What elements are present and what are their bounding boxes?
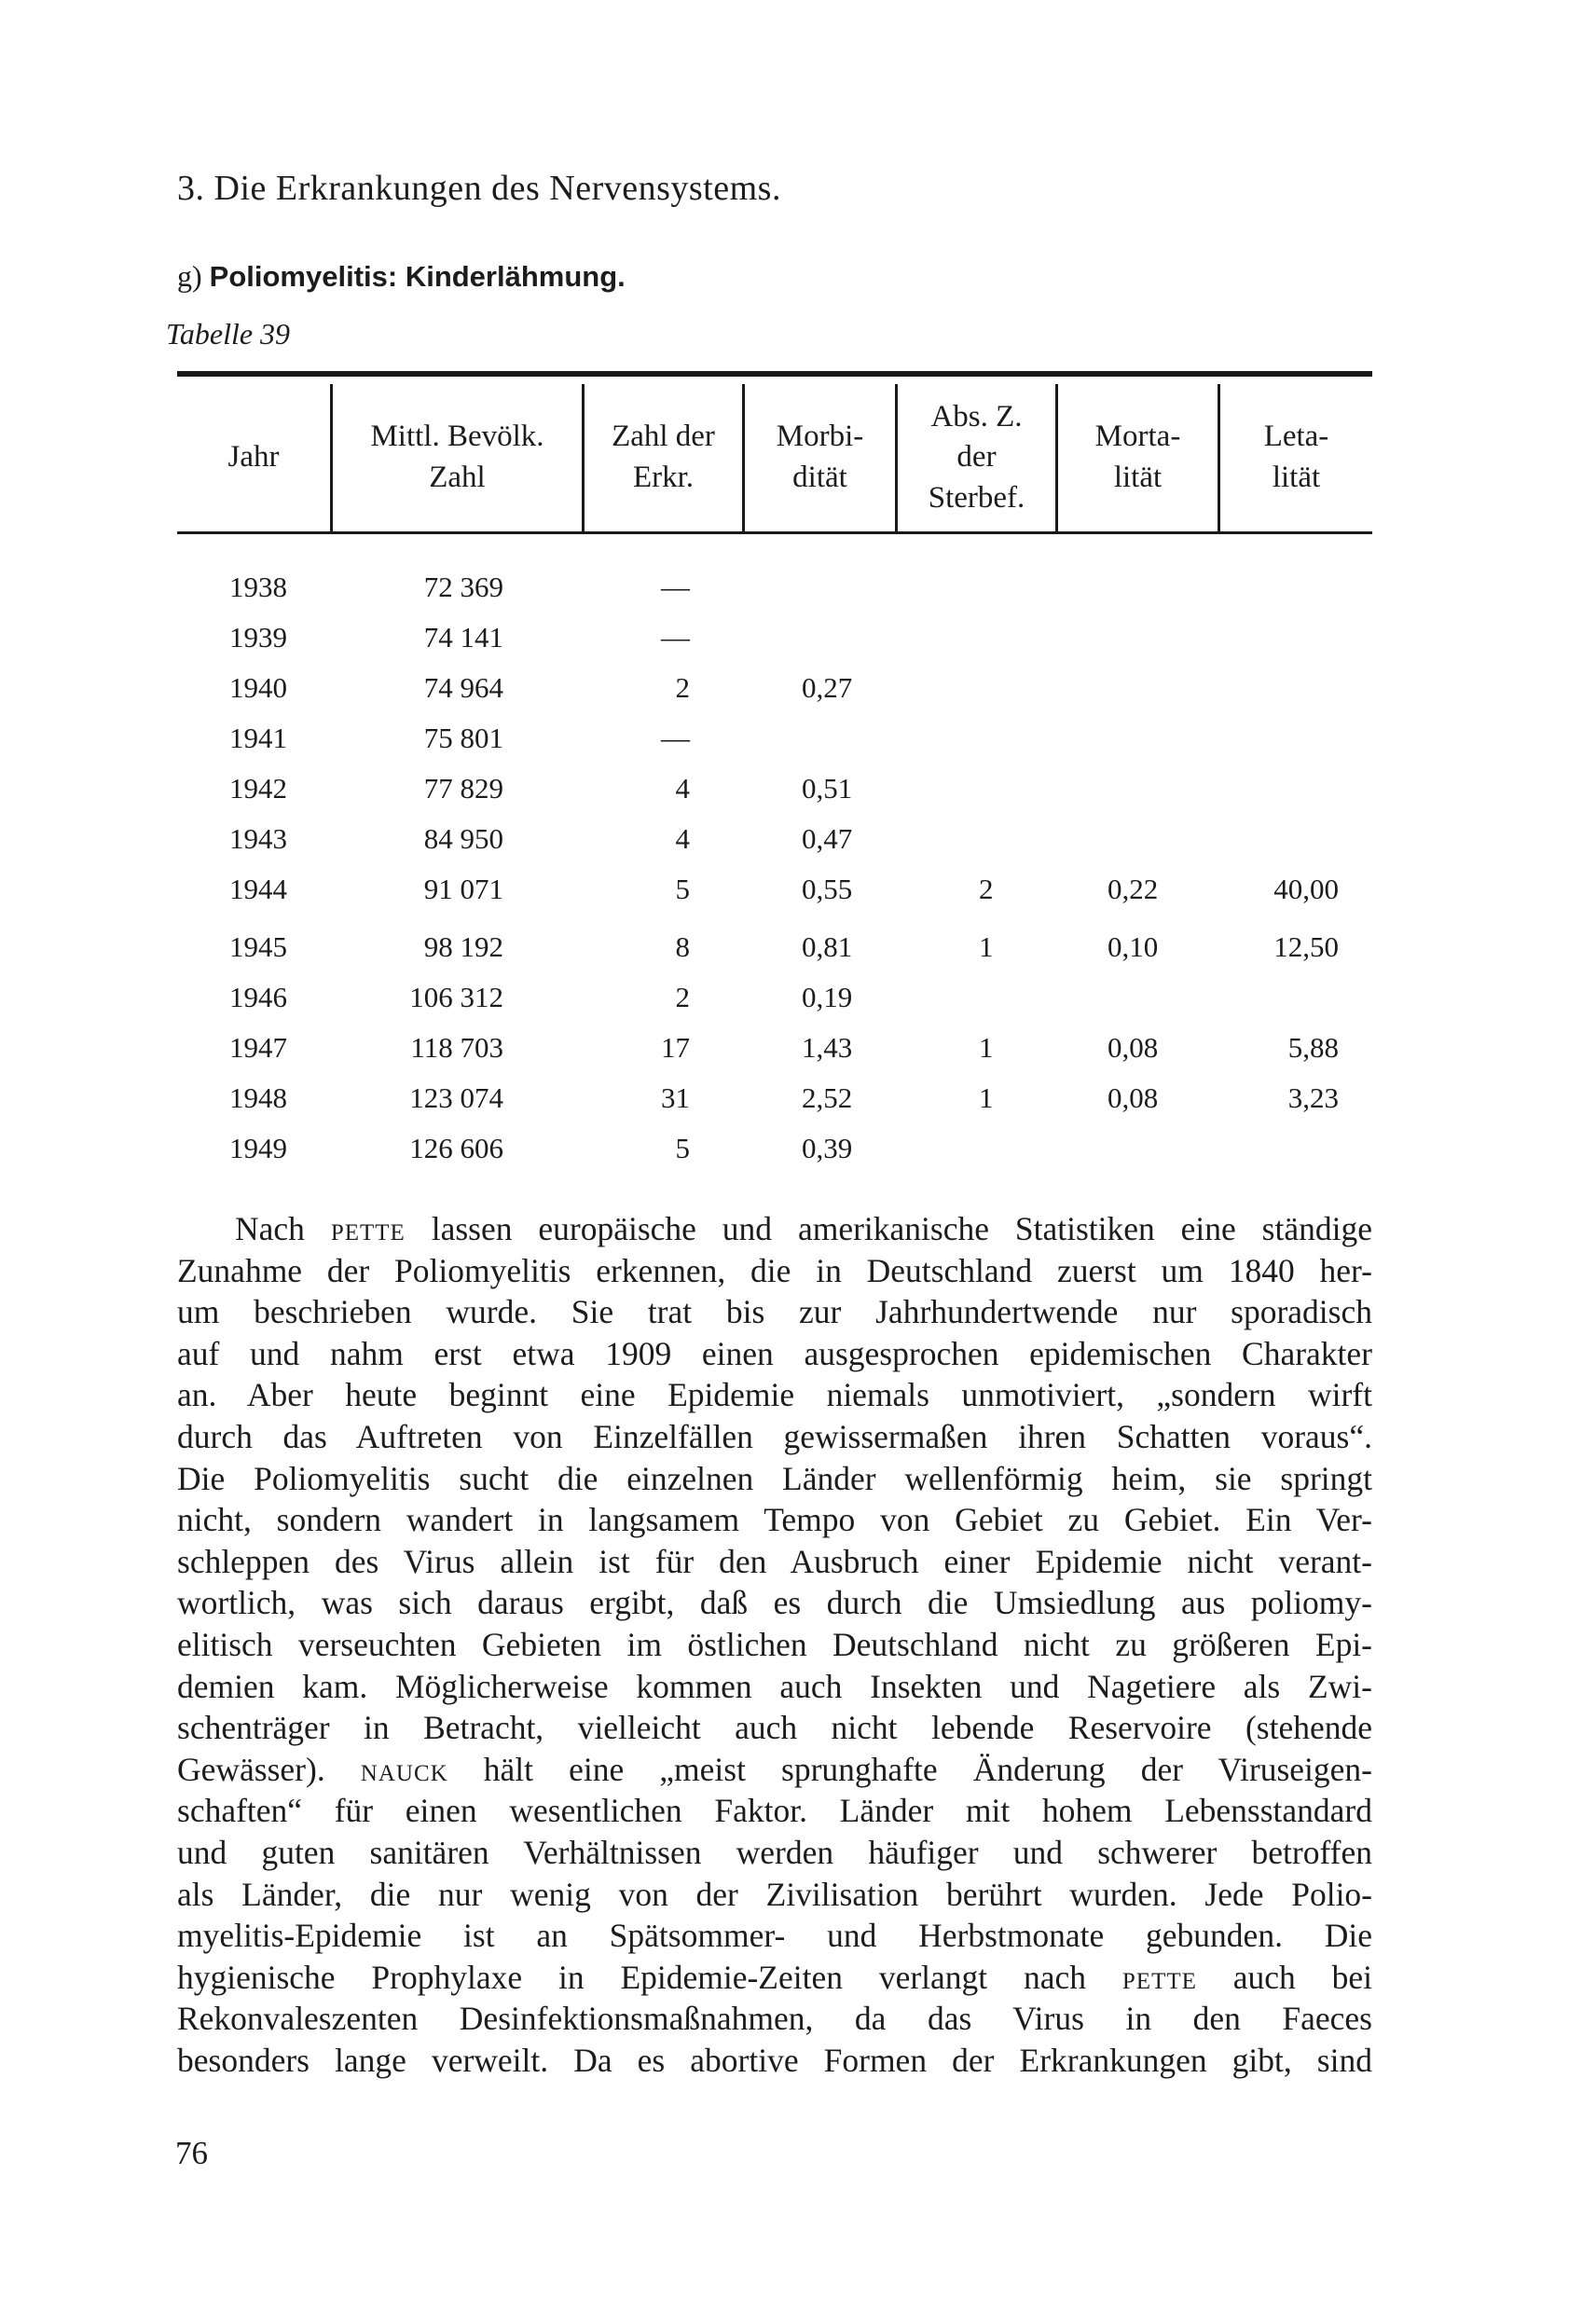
table-row [177, 722, 1372, 768]
text-segment: Die Poliomyelitis sucht die einzelnen Länder wellenförmig heim, sie springt [177, 1459, 1372, 1497]
cell-pop: 98 192 [423, 930, 503, 963]
text-line [177, 1666, 1372, 1708]
cell-pop: 74 964 [423, 671, 503, 704]
table-top-rule [177, 371, 1372, 377]
text-line [177, 1957, 1372, 1999]
cell-cases: 4 [675, 772, 690, 805]
cell-deaths: 1 [979, 1031, 994, 1064]
cell-year: 1944 [229, 873, 287, 905]
cell-morb: 0,39 [802, 1132, 853, 1164]
text-segment: nicht, sondern wandert in langsamem Tempo von Gebiet zu Gebiet. Ein Ver- [177, 1501, 1372, 1539]
text-segment: schleppen des Virus allein ist für den Ausbruch einer Epidemie nicht verant- [177, 1542, 1372, 1580]
cell-morb: 0,19 [802, 981, 853, 1013]
table-header-line: der [956, 440, 997, 475]
cell-pop: 91 071 [423, 873, 503, 905]
table-row [177, 873, 1372, 919]
cell-cases: 17 [661, 1031, 690, 1064]
cell-year: 1947 [229, 1031, 287, 1064]
cell-year: 1948 [229, 1081, 287, 1114]
text-line [177, 1749, 1372, 1791]
table-header-cell [585, 384, 742, 531]
subsection-heading: Poliomyelitis: Kinderlähmung. [209, 260, 626, 293]
text-segment: hygienische Prophylaxe in Epidemie-Zeiten verlangt nach [177, 1958, 1122, 1996]
cell-pop: 126 606 [409, 1132, 503, 1164]
table-row [177, 930, 1372, 977]
text-segment: Gewässer). [177, 1750, 361, 1788]
cell-cases: 31 [661, 1081, 690, 1114]
text-segment: Nach [235, 1210, 331, 1247]
text-segment: wortlich, was sich daraus ergibt, daß es durch die Umsiedlung aus poliomy- [177, 1584, 1372, 1622]
table-header-line: Leta- [1263, 420, 1329, 454]
cell-morb: 1,43 [802, 1031, 853, 1064]
cell-year: 1941 [229, 722, 287, 754]
cell-mort: 0,10 [1108, 930, 1159, 963]
text-segment: demien kam. Möglicherweise kommen auch Insekten und Nagetiere als Zwi- [177, 1667, 1372, 1705]
cell-pop: 84 950 [423, 822, 503, 855]
text-segment: durch das Auftreten von Einzelfällen gewissermaßen ihren Schatten voraus“. [177, 1417, 1372, 1455]
text-line [177, 1250, 1372, 1292]
text-segment: besonders lange verweilt. Da es abortive Formen der Erkrankungen gibt, sind [177, 2041, 1372, 2079]
cell-morb: 2,52 [802, 1081, 853, 1114]
cell-pop: 74 141 [423, 621, 503, 654]
cell-cases: — [661, 621, 690, 654]
table-header-cell [898, 384, 1055, 531]
text-line [177, 1624, 1372, 1666]
table-header-cell [745, 384, 895, 531]
text-segment: hält eine „meist sprunghafte Änderung der Viruseigen- [447, 1750, 1372, 1788]
page-number: 76 [175, 2135, 208, 2171]
table-row [177, 621, 1372, 667]
table-header-line: Abs. Z. [930, 399, 1023, 434]
text-segment: auf und nahm erst etwa 1909 einen ausgesprochen epidemischen Charakter [177, 1334, 1372, 1372]
cell-year: 1946 [229, 981, 287, 1013]
text-segment: schenträger in Betracht, vielleicht auch nicht lebende Reservoire (stehende [177, 1709, 1372, 1747]
cell-deaths: 1 [979, 1081, 994, 1114]
cell-mort: 0,08 [1108, 1031, 1159, 1064]
cell-let: 12,50 [1273, 930, 1339, 963]
cell-mort: 0,22 [1108, 873, 1159, 905]
cell-year: 1938 [229, 571, 287, 603]
text-line [177, 2040, 1372, 2082]
cell-year: 1942 [229, 772, 287, 805]
text-segment: als Länder, die nur wenig von der Zivilisation berührt wurden. Jede Polio- [177, 1875, 1372, 1913]
cell-cases: 5 [675, 873, 690, 905]
table-row [177, 1031, 1372, 1078]
text-segment: elitisch verseuchten Gebieten im östlichen Deutschland nicht zu größeren Epi- [177, 1625, 1372, 1663]
text-line [177, 1291, 1372, 1333]
text-line [177, 1915, 1372, 1957]
text-line [177, 1707, 1372, 1749]
table-header-line: Sterbef. [928, 480, 1025, 515]
cell-pop: 77 829 [423, 772, 503, 805]
cell-year: 1945 [229, 930, 287, 963]
author-name: nauck [360, 1750, 448, 1788]
cell-cases: — [661, 571, 690, 603]
text-line [177, 1541, 1372, 1583]
cell-cases: 2 [675, 981, 690, 1013]
cell-let: 40,00 [1273, 873, 1339, 905]
text-segment: um beschrieben wurde. Sie trat bis zur Jahrhundertwende nur sporadisch [177, 1293, 1372, 1331]
table-row [177, 822, 1372, 869]
cell-mort: 0,08 [1108, 1081, 1159, 1114]
table-header-line: lität [1113, 461, 1163, 494]
text-line [177, 1790, 1372, 1832]
cell-morb: 0,27 [802, 671, 853, 704]
text-line [177, 1416, 1372, 1458]
table-row [177, 772, 1372, 819]
cell-deaths: 1 [979, 930, 994, 963]
cell-year: 1940 [229, 671, 287, 704]
text-segment: auch bei [1196, 1958, 1372, 1996]
text-line [177, 1374, 1372, 1416]
table-header-line: Jahr [227, 440, 280, 475]
cell-cases: 8 [675, 930, 690, 963]
table-header-line: Erkr. [632, 461, 695, 494]
text-line [177, 1333, 1372, 1375]
text-segment: Rekonvaleszenten Desinfektionsmaßnahmen, da das Virus in den Faeces [177, 2000, 1372, 2038]
cell-pop: 123 074 [409, 1081, 503, 1114]
cell-cases: 2 [675, 671, 690, 704]
table-header-cell [333, 384, 582, 531]
table-row [177, 571, 1372, 617]
cell-pop: 75 801 [423, 722, 503, 754]
cell-year: 1943 [229, 822, 287, 855]
table-row [177, 1081, 1372, 1128]
table-caption: Tabelle 39 [166, 317, 291, 351]
cell-morb: 0,47 [802, 822, 853, 855]
cell-year: 1939 [229, 621, 287, 654]
table-header-cell [1058, 384, 1218, 531]
text-line [177, 1208, 1372, 1250]
section-title: 3. Die Erkrankungen des Nervensystems. [177, 169, 781, 208]
subsection-title [177, 259, 626, 294]
table-header-rule [177, 531, 1372, 534]
text-segment: Zunahme der Poliomyelitis erkennen, die in Deutschland zuerst um 1840 her- [177, 1251, 1372, 1289]
text-segment: an. Aber heute beginnt eine Epidemie niemals unmotiviert, „sondern wirft [177, 1376, 1372, 1414]
table-header-cell [1220, 384, 1372, 531]
table-header-line: Morta- [1094, 420, 1181, 454]
table-header-line: Zahl der [612, 420, 715, 454]
text-line [177, 1832, 1372, 1874]
table-header-line: Zahl [429, 461, 486, 494]
table-header-line: Morbi- [776, 420, 864, 454]
text-line [177, 1499, 1372, 1541]
cell-cases: 4 [675, 822, 690, 855]
cell-cases: 5 [675, 1132, 690, 1164]
table-header-line: dität [792, 461, 847, 494]
author-name: pette [1121, 1958, 1197, 1996]
cell-let: 3,23 [1287, 1081, 1339, 1114]
cell-cases: — [661, 722, 690, 754]
text-line [177, 1582, 1372, 1624]
table-header-line: Mittl. Bevölk. [370, 420, 544, 454]
cell-let: 5,88 [1287, 1031, 1339, 1064]
table-row [177, 1132, 1372, 1178]
subsection-prefix: g) [177, 259, 202, 293]
cell-morb: 0,51 [802, 772, 853, 805]
cell-morb: 0,55 [802, 873, 853, 905]
text-segment: myelitis-Epidemie ist an Spätsommer- und Herbstmonate gebunden. Die [177, 1917, 1372, 1955]
body-paragraph [177, 1208, 1372, 2081]
author-name: pette [330, 1210, 406, 1247]
text-segment: lassen europäische und amerikanische Statistiken eine ständige [405, 1210, 1372, 1247]
text-segment: und guten sanitären Verhältnissen werden häufiger und schwerer betroffen [177, 1833, 1372, 1871]
table-row [177, 981, 1372, 1027]
text-line [177, 1874, 1372, 1916]
text-line [177, 1458, 1372, 1500]
cell-year: 1949 [229, 1132, 287, 1164]
text-segment: schaften“ für einen wesentlichen Faktor. Länder mit hohem Lebensstandard [177, 1792, 1372, 1830]
cell-pop: 106 312 [409, 981, 503, 1013]
cell-pop: 72 369 [423, 571, 503, 603]
cell-morb: 0,81 [802, 930, 853, 963]
table-header-cell [177, 384, 330, 531]
text-line [177, 1998, 1372, 2040]
cell-deaths: 2 [979, 873, 994, 905]
table-header-line: lität [1272, 461, 1321, 494]
table-row [177, 671, 1372, 718]
cell-pop: 118 703 [410, 1031, 503, 1064]
